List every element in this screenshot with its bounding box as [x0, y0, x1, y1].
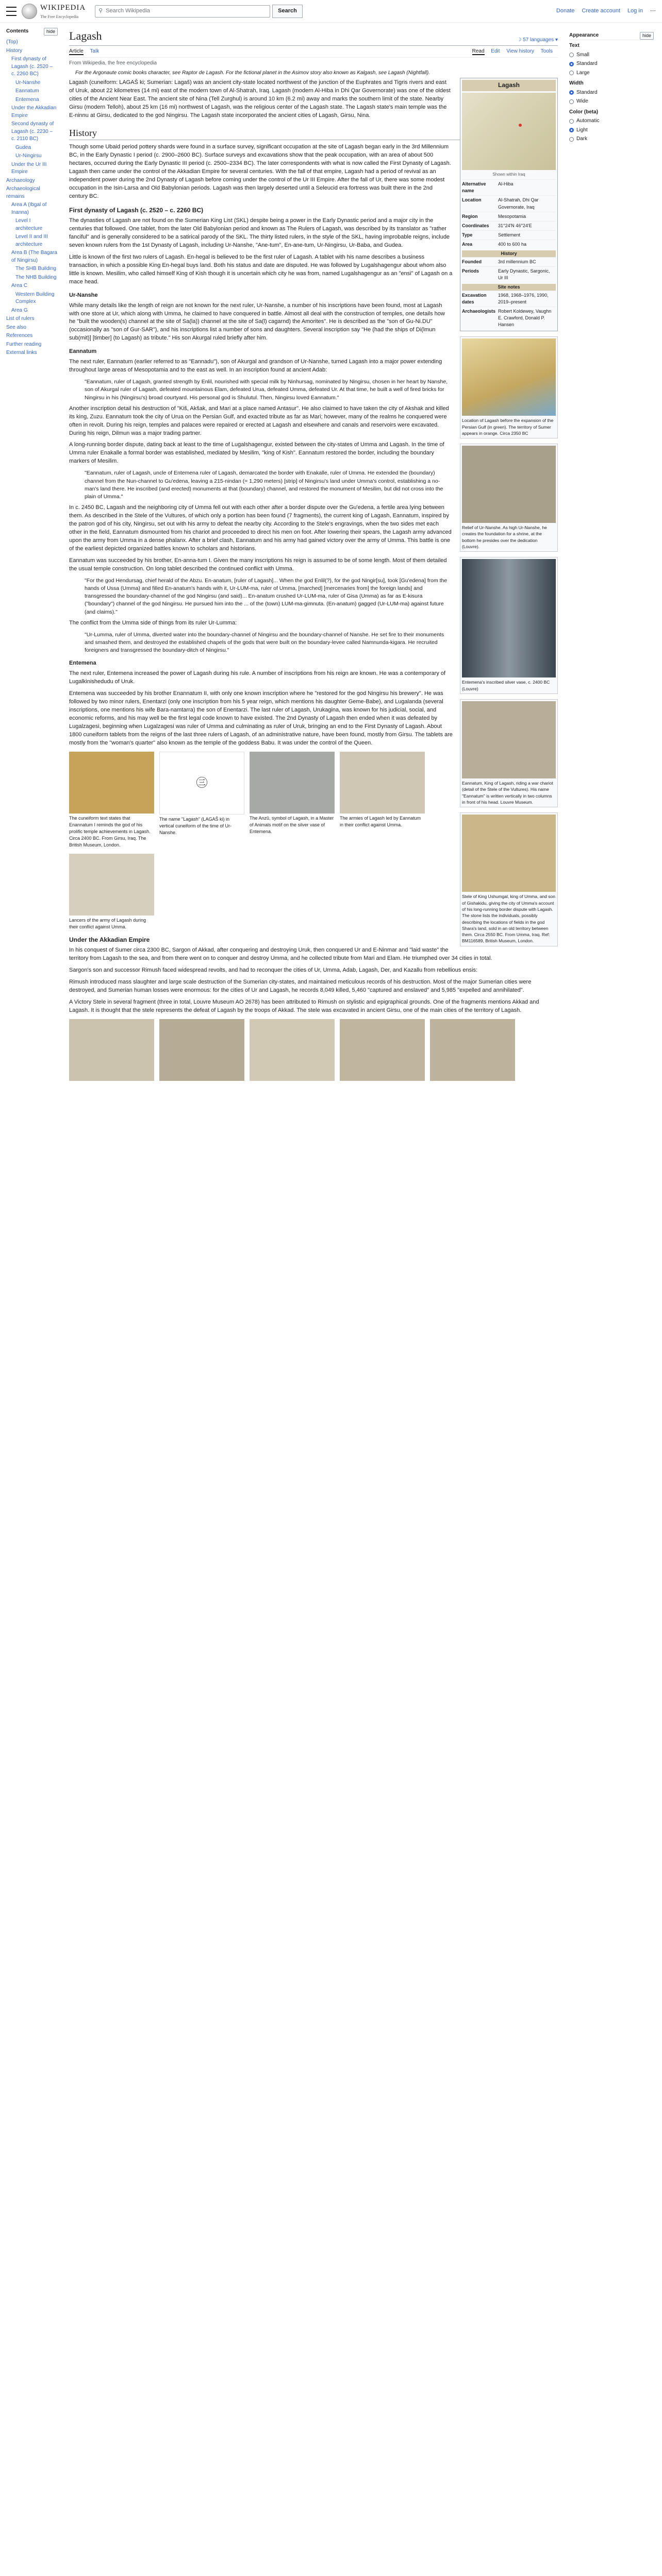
eannatum-heading: Eannatum [69, 348, 97, 355]
toc-item[interactable]: (Top) [6, 39, 18, 45]
gallery-caption: The armies of Lagash led by Eannatum in their conflict against Umma. [340, 815, 421, 827]
gallery-caption: Lancers of the army of Lagash during their conflict against Umma. [69, 917, 146, 929]
map-caption: Shown within Iraq [492, 172, 525, 177]
figure-eannatum-chariot [460, 699, 558, 807]
toc-item[interactable]: List of rulers [6, 316, 35, 322]
color-option[interactable] [569, 117, 654, 125]
radio-icon[interactable] [569, 53, 574, 57]
lead-paragraph: Lagash (cuneiform: LAGAŠ ki; Sumerian: Lagaš) was an ancient city-state located northwest of the junction of the Euphrates and Tigris rivers and east of Uruk, about 22 kilometres (14 mi) east of the modern town of Al-Shatrah, Iraq. Lagash (modern Al-Hiba in Dhi Qar Governorate) was one of the oldest cities of the Ancient Near East. The ancient site of Nina (Tell Zurghul) is around 10 km (6.2 mi) away and marks the southern limit of the state. Nearby Girsu (modern Telloh), about 25 km (16 mi) northwest of Lagash, was the religious center of the Lagash state. The Lagash state's main temple was the E-ninnu at Girsu, dedicated to the god Ningirsu. The Lagash state incorporated the ancient cities of Lagash, Girsu, Nina. [69, 79, 451, 119]
wikipedia-globe-logo[interactable] [22, 4, 37, 19]
gallery-item[interactable] [69, 752, 154, 849]
infobox-value: Mesopotamia [498, 213, 526, 219]
radio-icon[interactable] [569, 90, 574, 95]
silver-vase-image[interactable] [462, 559, 556, 677]
infobox-value: Al-Shatrah, Dhi Qar Governorate, Iraq [498, 197, 539, 210]
text-size-option[interactable] [569, 70, 654, 77]
eannatum-paragraph-2: Another inscription detail his destruction of "Kiš, Akšak, and Mari at a place named Antasur". He also claimed to have taken the city of Akshak and killed its king, Zuzu. Eannatum took the city of Urua on the Persian Gulf, and exacted tribute as far as Mari; however, many of the realms he conquered were often in revolt. During his reign, temples and palaces were repaired or erected at Lagash and elsewhere and canals and reservoirs were excavated. During his reign, Dilmun was a major trading partner. [69, 405, 449, 436]
translate-icon: ☽ [517, 37, 522, 43]
toc-header [6, 28, 58, 36]
infobox-key: Type [462, 232, 473, 238]
figure-caption: Location of Lagash before the expansion of the Persian Gulf (in green). The territory of Sumer appears in orange. Circa 2350 BC [462, 418, 554, 436]
width-option-label: Wide [576, 98, 588, 105]
color-option[interactable] [569, 127, 654, 134]
toc-item[interactable]: Eannatum [15, 88, 39, 94]
toc-item[interactable]: The NHB Building [15, 274, 57, 280]
title-bar [69, 26, 558, 46]
relief-image[interactable] [462, 446, 556, 523]
gallery-image[interactable] [69, 1019, 154, 1081]
infobox-key: Location [462, 197, 482, 203]
color-label: Color (beta) [569, 109, 599, 115]
akkad-paragraph-4: A Victory Stele in several fragment (three in total, Louvre Museum AO 2678) has been attributed to Rimush on stylistic and epigraphical grounds. One of the fragments mentions Akkad and Lagash. It is thought that the stele represents the defeat of Lagash by the troops of Akkad. The stele was excavated in ancient Girsu, one of the main cities of the territory of Lagash. [69, 999, 539, 1014]
infobox-key: Region [462, 213, 478, 219]
radio-icon[interactable] [569, 99, 574, 104]
wordmark[interactable] [40, 3, 86, 20]
eannatum-paragraph-1: The next ruler, Eannatum (earlier referred to as "Eannadu"), son of Akurgal and grandson of Ur-Nanshe, turned Lagash into a major power extending throughout large areas of Mesopotamia and to the east as well. In an inscription found at ancient Adab: [69, 359, 442, 374]
infobox-site-header: Site notes [462, 284, 556, 291]
infobox-value: Settlement [498, 232, 521, 238]
infobox-history-header: History [462, 250, 556, 257]
from-line: From Wikipedia, the free encyclopedia [69, 60, 157, 66]
infobox-value: Al-Hiba [498, 181, 514, 187]
akkad-heading: Under the Akkadian Empire [69, 936, 150, 944]
toc-title: Contents [6, 28, 29, 34]
toc-item[interactable]: See also [6, 324, 26, 330]
color-option-label: Dark [576, 136, 588, 142]
infobox-value: Robert Koldewey, Vaughn E. Crawford, Donald P. Hansen [498, 309, 552, 328]
search-placeholder: Search Wikipedia [106, 7, 150, 14]
gallery-item[interactable] [69, 854, 154, 930]
figure-caption: Stele of King Ushumgal, king of Umma, and son of Gishakidu, giving the city of Umma's account of his long-running border dispute with Lagash. The stone lists the individuals, possibly describing the locations of fields in the god Shara's land, sold in an old territory between them. Circa 2550 BC. From Umma, Iraq. Ref: BM116589, British Museum, London. [462, 894, 555, 944]
infobox-row [462, 291, 556, 307]
infobox-key: Area [462, 241, 473, 247]
gallery-item[interactable] [430, 1019, 515, 1082]
toc-item[interactable]: Under the Ur III Empire [11, 161, 47, 175]
text-size-option-label: Standard [576, 61, 598, 67]
ushumgal-stele-image[interactable] [462, 815, 556, 892]
quote: "Eannatum, ruler of Lagash, uncle of Entemena ruler of Lagash, demarcated the border with Enakalle, ruler of Umma. He extended the (boundary) channel from the Nun-channel to Gu'edena, leaving a 215-nindan (= 1,290 meters) [strip] of Ningirsu's land under Umma's control, establishing a no-man's land there. He inscribed (and erected) monuments at that (boundary) channel, and restored the monument of Mesilim, but did not cross into the plain of Umma." [85, 470, 443, 500]
tab-read[interactable]: Read [472, 48, 485, 54]
eannatum-paragraph-4: In c. 2450 BC, Lagash and the neighboring city of Umma fell out with each other after a border dispute over the Gu'edena, a fertile area lying between them. As described in the Stele of the Vultures, of which only a portion has been found (7 fragments), the current king of Lagash, Eannatum, inspired by the patron god of his city, Ningirsu, set out with his army to defeat the nearby city. According to the Stele's engravings, when the two sides met each other in the field, Eannatum dismounted from his chariot and proceeded to direct his men on foot. After lowering their spears, the Lagash army advanced upon the army from Umma in a dense phalanx. After a brief clash, Eannatum and his army had gained victory over the army of Umma. This battle is one of the earliest depicted organized battles known to scholars and historians. [69, 504, 452, 552]
dynasty1-heading: First dynasty of Lagash (c. 2520 – c. 2260 BC) [69, 206, 204, 214]
toc-item[interactable]: Ur-Ningirsu [15, 153, 42, 159]
entemena-heading: Entemena [69, 660, 96, 667]
width-option[interactable] [569, 89, 654, 97]
ur-nanshe-paragraph: While many details like the length of reign are not known for the next ruler, Ur-Nanshe, a number of his inscriptions have been found, most at Lagash with one store at Ur, which along with Umma, he claimed to have conquered in battle. Almost all deal with the construction of temples, one details how he "built the wooden(s) channel at the site of Sa(la)) channel at the site of Sa(l) cagarnd) the Amorites". He is described as the "son of Gu-Ni.DU" (occasionally as "son of Gur-SAR"), and his inscriptions list a number of sons and daughters. Several inscription say "He (had the ships of Di(lmun sub(mit)] [timber] (to Lagash) as tribute." His son Akurgal ruled briefly after him. [69, 302, 445, 342]
quote: "Eannatum, ruler of Lagash, granted strength by Enlil, nourished with special milk by Ninhursag, nominated by Ningirsu, chosen in her heart by Nanshe, son of Akurgal ruler of Lagash, defeated mountainous Elam, defeated Urua, defeated Umma, defeated Ur. At that time, he built a well of fired bricks for Ningirsu in his (Ningirsu's) broad courtyard. His personal god is Shulutul. Then, Ningirsu loved Eannatum." [85, 379, 448, 401]
main-menu-icon[interactable] [6, 7, 16, 16]
width-option-label: Standard [576, 89, 598, 95]
color-option[interactable] [569, 135, 654, 143]
radio-icon[interactable] [569, 128, 574, 132]
stele-image[interactable] [462, 701, 556, 778]
search-input[interactable] [95, 5, 270, 18]
tab-edit[interactable]: Edit [491, 48, 500, 54]
figure-caption: Relief of Ur-Nanshe. As high Ur-Nanshe, he creates the foundation for a shrine, at the bottom he presides over the dedication (Louvre). [462, 525, 547, 550]
infobox-key: Archaeologists [462, 309, 496, 314]
sumer-map-image[interactable] [462, 338, 556, 416]
infobox-key: Periods [462, 268, 479, 274]
toc-item[interactable]: Gudea [15, 144, 31, 150]
page-tabs [69, 46, 558, 58]
toc-item[interactable]: Level I architecture [15, 218, 43, 231]
radio-icon[interactable] [569, 119, 574, 124]
tab-article[interactable]: Article [69, 48, 84, 54]
text-size-option[interactable] [569, 60, 654, 68]
infobox-key: Alternative name [462, 181, 486, 194]
infobox-value: 31°24′N 46°24′E [498, 223, 532, 228]
gallery-item[interactable] [159, 752, 244, 849]
dynasty1-paragraph-2: Little is known of the first two rulers of Lagash. En-hegal is believed to be the first ruler of Lagash. A tablet with his name describes a business transaction, in which a possible King En-hegal buys land. Both his status and date are disputed. He was followed by Lugalshagengur about whom also little is known. Mesilim, who called himself King of Kish though it is uncertain which city he was from, named Lugalshagengur as an "ensi" of Lagash on a mace head. [69, 253, 453, 285]
page-title: Lagash [69, 29, 102, 42]
gallery-image[interactable]: ㊂ [159, 752, 244, 815]
akkad-paragraph-1: In his conquest of Sumer circa 2300 BC, Sargon of Akkad, after conquering and destroying Uruk, then conquered Ur and E-Ninmar and "laid waste" the territory from Lagash to the sea, and from there went on to conquer and destroy Umma, and he collected tribute from Mari and Elam. He triumphed over 34 cities in total. [69, 947, 492, 962]
toc-list [6, 39, 58, 357]
infobox-key: Founded [462, 259, 482, 264]
tab-talk[interactable]: Talk [90, 48, 100, 54]
gallery-item[interactable] [159, 1019, 244, 1082]
appearance-header [569, 32, 654, 40]
gallery-image[interactable] [340, 752, 425, 814]
toc-item[interactable]: Level II and III architecture [15, 234, 48, 247]
toc-item[interactable]: Area C [11, 283, 28, 289]
toc-item[interactable]: References [6, 333, 33, 339]
history-paragraph: Though some Ubaid period pottery shards were found in a surface survey, significant occupation at the site of Lagash began early in the 3rd Millennium BC, in the Early Dynastic I period (c. 2900–2600 BC). Surface surveys and excavations show that the peak occupation, with an area of about 500 hectares, occurred during the Early Dynastic III period (c. 2500–2334 BC). The later correspondents with what is now called the First Dynasty of Lagash. Lagash then came under the control of the Akkadian Empire for several centuries. With the fall of that empire, Lagash had a period of revival as an independent power during the 2nd Dynasty of Lagash before coming under the control of the Ur III Empire. After the fall of Ur, there was some modest occupation in the Isin-Larsa and Old Babylonian periods. Lagash was then largely deserted until a Seleucid era fortress was built there in the 2nd century BC. [69, 144, 451, 199]
wordmark-text: WIKIPEDIA [40, 3, 86, 12]
infobox-row [462, 212, 556, 221]
infobox-key: Coordinates [462, 223, 489, 228]
gallery-image[interactable] [159, 1019, 244, 1081]
figure-ur-nanshe-relief [460, 444, 558, 552]
infobox-row [462, 195, 556, 211]
width-label: Width [569, 80, 584, 87]
create-account-link[interactable]: Create account [582, 7, 621, 14]
search-button[interactable]: Search [272, 5, 303, 18]
color-option-label: Light [576, 127, 588, 133]
entemena-paragraph-1: The next ruler, Entemena increased the power of Lagash during his rule. A number of inscriptions from his reign are known. He was a contemporary of Lugalkinishedudu of Uruk. [69, 670, 446, 685]
infobox [460, 78, 558, 331]
color-options [569, 117, 654, 143]
eannatum-paragraph-3: A long-running border dispute, dating back at least to the time of Lugalshagengur, existed between the city-states of Umma and Lagash. In the time of Umma ruler Enakalle a formal border was established, mediated by Mesilim, "king of Kish". Eannatum restored the border, including the boundary markers of Mesilim. [69, 442, 444, 465]
width-option[interactable] [569, 98, 654, 106]
infobox-row [462, 230, 556, 240]
width-options [569, 89, 654, 106]
wordmark-tagline: The Free Encyclopedia [40, 14, 79, 19]
gallery-item[interactable] [340, 1019, 425, 1082]
akkad-gallery [69, 1019, 558, 1082]
infobox-row [462, 179, 556, 195]
infobox-row [462, 257, 556, 266]
infobox-value: 400 to 600 ha [498, 241, 527, 247]
gallery-image[interactable] [430, 1019, 515, 1081]
gallery-caption: The Anzû, symbol of Lagash, in a Master of Animals motif on the silver vase of Entemena. [250, 815, 334, 834]
language-count: 57 languages [523, 37, 554, 43]
quote: "For the god Hendursag, chief herald of the Abzu. En-anatum, [ruler of Lagash]... When the god Enlil(?), for the god Ningir[su], took [Gu'edena] from the hands of Ussa (Umma) and filled En-anatum's hands with it, Ur-LUM-ma, ruler of Umma, [marched] [mercenaries from] the foreign lands] and transgressed the boundary-channel of the god Ningirsu (and said)... En-anatum crushed Ur-LUM-ma, ruler of Gisa (Umma) as far as E-kisura ("boundary") channel of the god Ningirsu. He pursued him into the ... of the (town) LUM-ma-gimnuta. (En-anatum) gagged (Ur-LUM-ma) against future (and claims)." [85, 577, 448, 615]
toc-item[interactable]: Second dynasty of Lagash (c. 2230 – c. 2110 BC) [11, 121, 54, 142]
gallery-item[interactable] [340, 752, 425, 849]
user-links [556, 7, 656, 15]
appearance-hide-button[interactable]: hide [640, 32, 654, 40]
figure-caption: Eannatum, King of Lagash, riding a war chariot (detail of the Stele of the Vultures). His name "Eannatum" is written vertically in two columns in front of his head. Louvre Museum. [462, 781, 553, 805]
location-marker [519, 124, 522, 127]
toc-item[interactable]: First dynasty of Lagash (c. 2520 – c. 2260 BC) [11, 56, 53, 77]
toc-hide-button[interactable]: hide [44, 28, 58, 36]
table-of-contents [0, 23, 61, 1087]
text-size-options [569, 52, 654, 77]
toc-item[interactable]: Archaeology [6, 177, 35, 183]
infobox-row [462, 221, 556, 230]
toc-item[interactable]: Entemena [15, 96, 39, 103]
dynasty1-paragraph-1: The dynasties of Lagash are not found on the Sumerian King List (SKL) despite being a power in the Early Dynastic period and a major city in the centuries that followed. One tablet, from the later Old Babylonian period and known as The Rulers of Lagash, was described by its translator as "rather fanciful" and is generally considered to be a satirical parody of the SKL. The thirty listed rulers, in the style of the SKL, having improbable reigns, include seven known rulers from the 1st Dynasty of Lagash, including Ur-Nanshe, "Ane-tum", En-ane-tum, Ur-Ningirsu, Ur-Baba, and Gudea. [69, 217, 450, 248]
gallery-image[interactable] [250, 752, 335, 814]
infobox-row [462, 240, 556, 249]
infobox-value: Early Dynastic, Sargonic, Ur III [498, 268, 550, 280]
more-options-icon[interactable]: ⋯ [650, 7, 656, 14]
quote: "Ur-Lumma, ruler of Umma, diverted water into the boundary-channel of Ningirsu and the boundary-channel of Nanshe. He set fire to their monuments and smashed them, and destroyed the established chapels of the gods that were built on the boundary-levee called Namnunda-kigara. He recruited foreigners and transgressed the boundary-ditch of Ningirsu." [85, 631, 444, 654]
figure-silver-vase [460, 557, 558, 694]
infobox-rows [462, 179, 556, 248]
figure-ushumgal-stele [460, 812, 558, 946]
appearance-panel [566, 23, 659, 1087]
infobox-value: 1968, 1968–1976, 1990, 2019–present [498, 292, 549, 305]
toc-item[interactable]: History [6, 47, 23, 54]
toc-item[interactable]: Under the Akkadian Empire [11, 105, 57, 118]
toc-item[interactable]: Ur-Nanshe [15, 79, 41, 86]
gallery-item[interactable] [250, 1019, 335, 1082]
infobox-row [462, 307, 556, 329]
gallery-item[interactable] [69, 1019, 154, 1082]
text-size-option-label: Small [576, 52, 590, 58]
gallery-image[interactable] [250, 1019, 335, 1081]
login-link[interactable]: Log in [627, 7, 643, 14]
akkad-paragraph-3: Rimush introduced mass slaughter and large scale destruction of the Sumerian city-states, and maintained meticulous records of his destruction. Most of the major Sumerian cities were destroyed, and Sumerian human losses were enormous: for the cities of Ur and Lagash, he records 8,049 killed, 5,460 "captured and enslaved" and 5,985 "expelled and annihilated". [69, 979, 532, 994]
tab-tools[interactable]: Tools [540, 48, 553, 54]
gallery-item[interactable] [250, 752, 335, 849]
gallery-image[interactable] [69, 854, 154, 916]
toc-item[interactable]: The SHB Building [15, 266, 56, 272]
hatnote: For the Argonaute comic books character, see Raptor de Lagash. For the fictional planet in the Asimov story also known as Kalgash, see Lagash (Nightfall). [75, 70, 430, 76]
entemena-paragraph-2: Entemena was succeeded by his brother Enannatum II, with only one known inscription where he "restored for the god Ningirsu his brewery". He was followed by two minor rulers, Enentarzi (only one inscription from his 5 year reign, which mentions his daughter Geme-Babe), and Lugalanda (several inscriptions, one mentions his wife Bara-namtarra) the son of Enentarzi. The last ruler of Lagash, Urukagina, was known for his judicial, social, and economic reforms, and his may well be the first legal code known to have existed. The 2nd Dynasty of Lagash then ended when it was defeated by Lugalzagesi, beginning when Lugalzagesi was ruler of Umma and culminating as ruler of Uruk, bringing an end to the First Dynasty of Lagash. About 1800 cuneiform tablets from the reigns of the last three rulers of Lagash, of an administrative nature, have been found, mostly from Girsu. The tablets are mostly from the "woman's quarter" also known as the temple of the goddess Babu. It was under the control of the Queen. [69, 690, 453, 746]
toc-item[interactable]: Archaeological remains [6, 186, 40, 199]
language-button[interactable]: ☽ 57 languages ▾ [517, 37, 558, 43]
image-gallery [69, 752, 453, 930]
radio-icon[interactable] [569, 62, 574, 66]
text-size-option[interactable] [569, 52, 654, 59]
figure-sumer-map [460, 336, 558, 438]
donate-link[interactable]: Donate [556, 7, 575, 14]
article [61, 23, 566, 1087]
infobox-title: Lagash [462, 80, 556, 91]
location-map[interactable] [462, 93, 556, 170]
toc-item[interactable]: Area A (Ibgal of Inanna) [11, 202, 47, 215]
radio-icon[interactable] [569, 137, 574, 142]
infobox-history-rows [462, 257, 556, 282]
text-size-option-label: Large [576, 70, 590, 76]
toc-item[interactable]: Further reading [6, 341, 42, 347]
appearance-title: Appearance [569, 32, 599, 38]
toc-item[interactable]: Area B (The Bagara of Ningirsu) [11, 250, 57, 263]
gallery-image[interactable] [340, 1019, 425, 1081]
gallery-caption: The name "Lagash" (LAGAŠ ki) in vertical cuneiform of the time of Ur-Nanshe. [159, 816, 232, 835]
toc-item[interactable]: Western Building Complex [15, 291, 55, 305]
text-size-label: Text [569, 43, 580, 49]
eannatum-paragraph-5: Eannatum was succeeded by his brother, En-anna-tum I. Given the many inscriptions his reign is assumed to be of some length. Most of them detailed the usual temple construction. On long tablet described the continued conflict with Umma. [69, 557, 447, 572]
eannatum-paragraph-6: The conflict from the Umma side of things from its ruler Ur-Lumma: [69, 619, 237, 626]
infobox-key: Excavation dates [462, 292, 487, 305]
figure-caption: Entemena's inscribed silver vase, c. 2400 BC (Louvre) [462, 680, 550, 691]
history-heading: History [69, 126, 558, 140]
radio-icon[interactable] [569, 71, 574, 75]
ur-nanshe-heading: Ur-Nanshe [69, 292, 98, 298]
toc-item[interactable]: External links [6, 350, 37, 356]
color-option-label: Automatic [576, 118, 600, 124]
infobox-value: 3rd millennium BC [498, 259, 536, 264]
site-header [0, 0, 662, 23]
gallery-caption: The cuneiform text states that Enannatum I reminds the god of his prolific temple achievements in Lagash. Circa 2400 BC. From Girsu, Iraq. The British Museum, London. [69, 815, 151, 848]
infobox-site-rows [462, 291, 556, 329]
search-icon: ⚲ [98, 7, 103, 14]
akkad-paragraph-2: Sargon's son and successor Rimush faced widespread revolts, and had to reconquer the cities of Ur, Umma, Adab, Lagash, Der, and Kazallu from rebellious ensis: [69, 967, 478, 974]
toc-item[interactable]: Area G [11, 307, 28, 313]
tab-view-history[interactable]: View history [506, 48, 535, 54]
infobox-row [462, 266, 556, 282]
gallery-image[interactable] [69, 752, 154, 814]
